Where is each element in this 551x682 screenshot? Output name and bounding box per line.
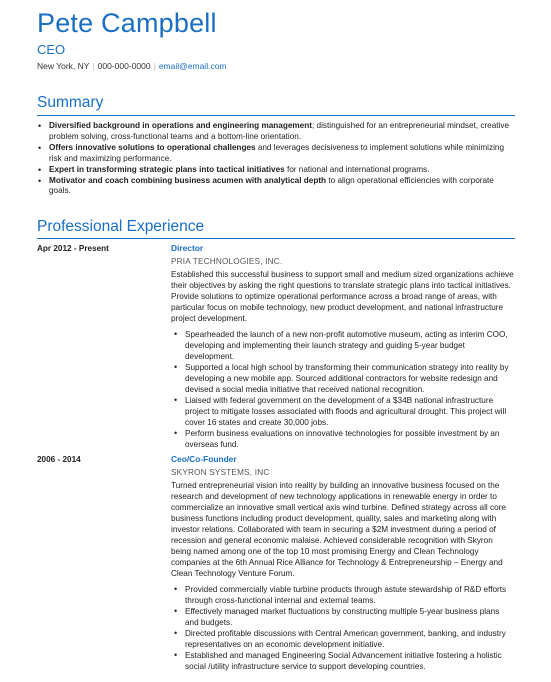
separator: | [92, 61, 95, 71]
job-entry [171, 243, 515, 450]
job-bullet: • Supported a local high school by transforming their communication strategy into reality by developing a new mobile app. Sourced additional contractors for website redesign and devised a social media initiative that received national recognition. [174, 362, 515, 395]
job-bullet: • Liaised with federal government on the development of a $34B national infrastructure project to mitigate losses associated with floods and agricultural drought. This project will cover 16 states and create 30,000 jobs. [174, 395, 515, 428]
phone: 000-000-0000 [97, 61, 151, 71]
job-description: Turned entrepreneurial vision into reality by building an innovative business focused on the research and development of new technology applications in renewable energy in order to commercialize an innovative small vertical axis wind turbine. Defined strategy across all core business functions including product development, quality, sales and marketing along with investor relations. Collaborated with team in securing a $2M investment during a period of recession and general economic malaise. Achieved considerable recognition with Skyron being named among one of the top 10 most promising Energy and Clean Technology companies at the 6th Annual Rice Alliance for Technology & Entrepreneurship – Energy and Clean Technology Venture Forum. [171, 481, 506, 578]
job-role: Director [171, 243, 204, 253]
experience-divider [37, 238, 515, 239]
summary-heading: Summary [37, 94, 104, 111]
job-dates: 2006 - 2014 [37, 455, 81, 464]
job-bullet: • Established and managed Engineering Social Advancement initiative fostering a holistic social /utility infrastructure service to support developing countries. [174, 650, 515, 672]
job-dates: Apr 2012 - Present [37, 244, 109, 253]
contact-line [37, 61, 227, 71]
job-bullet: • Spearheaded the launch of a new non-profit automotive museum, acting as interim COO, developing and implementing their launch strategy and guiding 5-year budget development. [174, 329, 515, 362]
email-link[interactable]: email@email.com [158, 61, 227, 71]
experience-heading: Professional Experience [37, 218, 205, 235]
summary-item: • Motivator and coach combining business acumen with analytical depth to align operational efficiencies with corporate goals. [38, 176, 515, 198]
job-entry [171, 454, 515, 672]
summary-divider [37, 115, 515, 116]
job-role: Ceo/Co-Founder [171, 454, 237, 464]
location: New York, NY [37, 61, 90, 71]
candidate-name: Pete Campbell [37, 8, 217, 38]
job-bullet: • Directed profitable discussions with Central American government, banking, and industry representatives on an economic development initiative. [174, 628, 515, 650]
candidate-title: CEO [37, 42, 66, 57]
job-description: Established this successful business to support small and medium sized organizations achieve their objectives by asking the right questions to translate strategic plans into tactical initiatives. Provide solutions to optimize operational performance across a broad range of areas, with particular focus on mobile technology, new product development, and national infrastructure project development. [171, 270, 514, 323]
job-company: SKYRON SYSTEMS, INC [171, 468, 270, 477]
summary-item: • Expert in transforming strategic plans into tactical initiatives for national and international programs. [38, 165, 515, 176]
separator: | [153, 61, 156, 71]
job-bullet: • Perform business evaluations on innovative technologies for possible investment by an overseas fund. [174, 428, 515, 450]
job-bullet: • Effectively managed market fluctuations by constructing multiple 5-year business plans and budgets. [174, 606, 515, 628]
job-bullet: • Provided commercially viable turbine products through astute stewardship of R&D efforts through cross-functional internal and external teams. [174, 584, 515, 606]
job-bullets [171, 329, 515, 450]
summary-list [38, 121, 515, 197]
summary-item: • Offers innovative solutions to operational challenges and leverages decisiveness to implement solutions while minimizing risk and maximizing performance. [38, 143, 515, 165]
summary-item: • Diversified background in operations and engineering management; distinguished for an entrepreneurial mindset, creative problem solving, cross-functional teams and a bottom-line orientation. [38, 121, 515, 143]
job-company: PRIA TECHNOLOGIES, INC. [171, 257, 283, 266]
job-bullets [171, 584, 515, 672]
